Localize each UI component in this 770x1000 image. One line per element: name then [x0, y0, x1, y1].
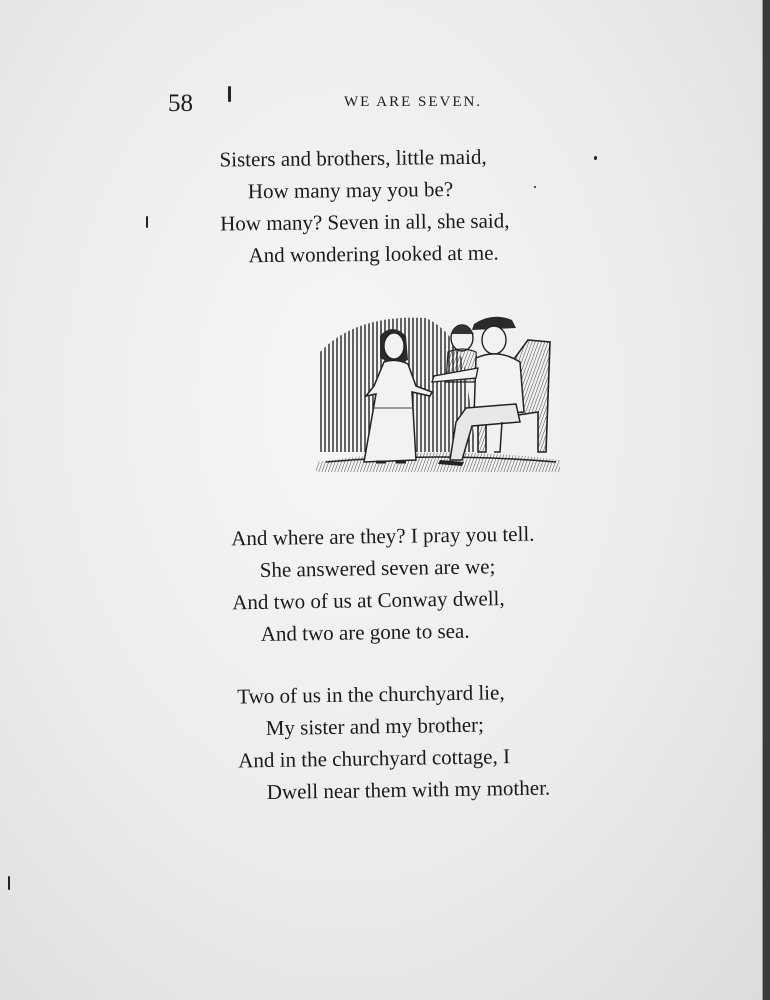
verse-line: And wondering looked at me.: [248, 240, 499, 268]
ground: [316, 452, 560, 472]
ink-mark: [228, 86, 231, 102]
stanza: [219, 140, 510, 271]
verse-line: Two of us in the churchyard lie,: [237, 680, 505, 709]
running-title: WE ARE SEVEN.: [344, 94, 483, 110]
verse-line: How many may you be?: [247, 177, 454, 204]
stanza: [237, 676, 550, 809]
verse-line: And two are gone to sea.: [260, 618, 470, 646]
verse-line: Sisters and brothers, little maid,: [219, 144, 487, 172]
verse-line: My sister and my brother;: [265, 712, 485, 741]
page-header: [168, 90, 548, 120]
ink-mark: [8, 876, 10, 890]
page-number: 58: [168, 90, 193, 117]
verse-line: How many? Seven in all, she said,: [220, 208, 510, 236]
ink-mark: [534, 186, 536, 188]
stanza: [231, 518, 536, 651]
ink-mark: [146, 216, 148, 228]
verse-line: Dwell near them with my mother.: [266, 775, 551, 804]
verse-line: And in the churchyard cottage, I: [238, 744, 511, 773]
ink-mark: [594, 156, 597, 160]
verse-line: And two of us at Conway dwell,: [232, 586, 505, 615]
verse-line: She answered seven are we;: [259, 554, 496, 582]
woodcut-illustration: [316, 312, 560, 472]
verse-line: And where are they? I pray you tell.: [231, 521, 535, 551]
